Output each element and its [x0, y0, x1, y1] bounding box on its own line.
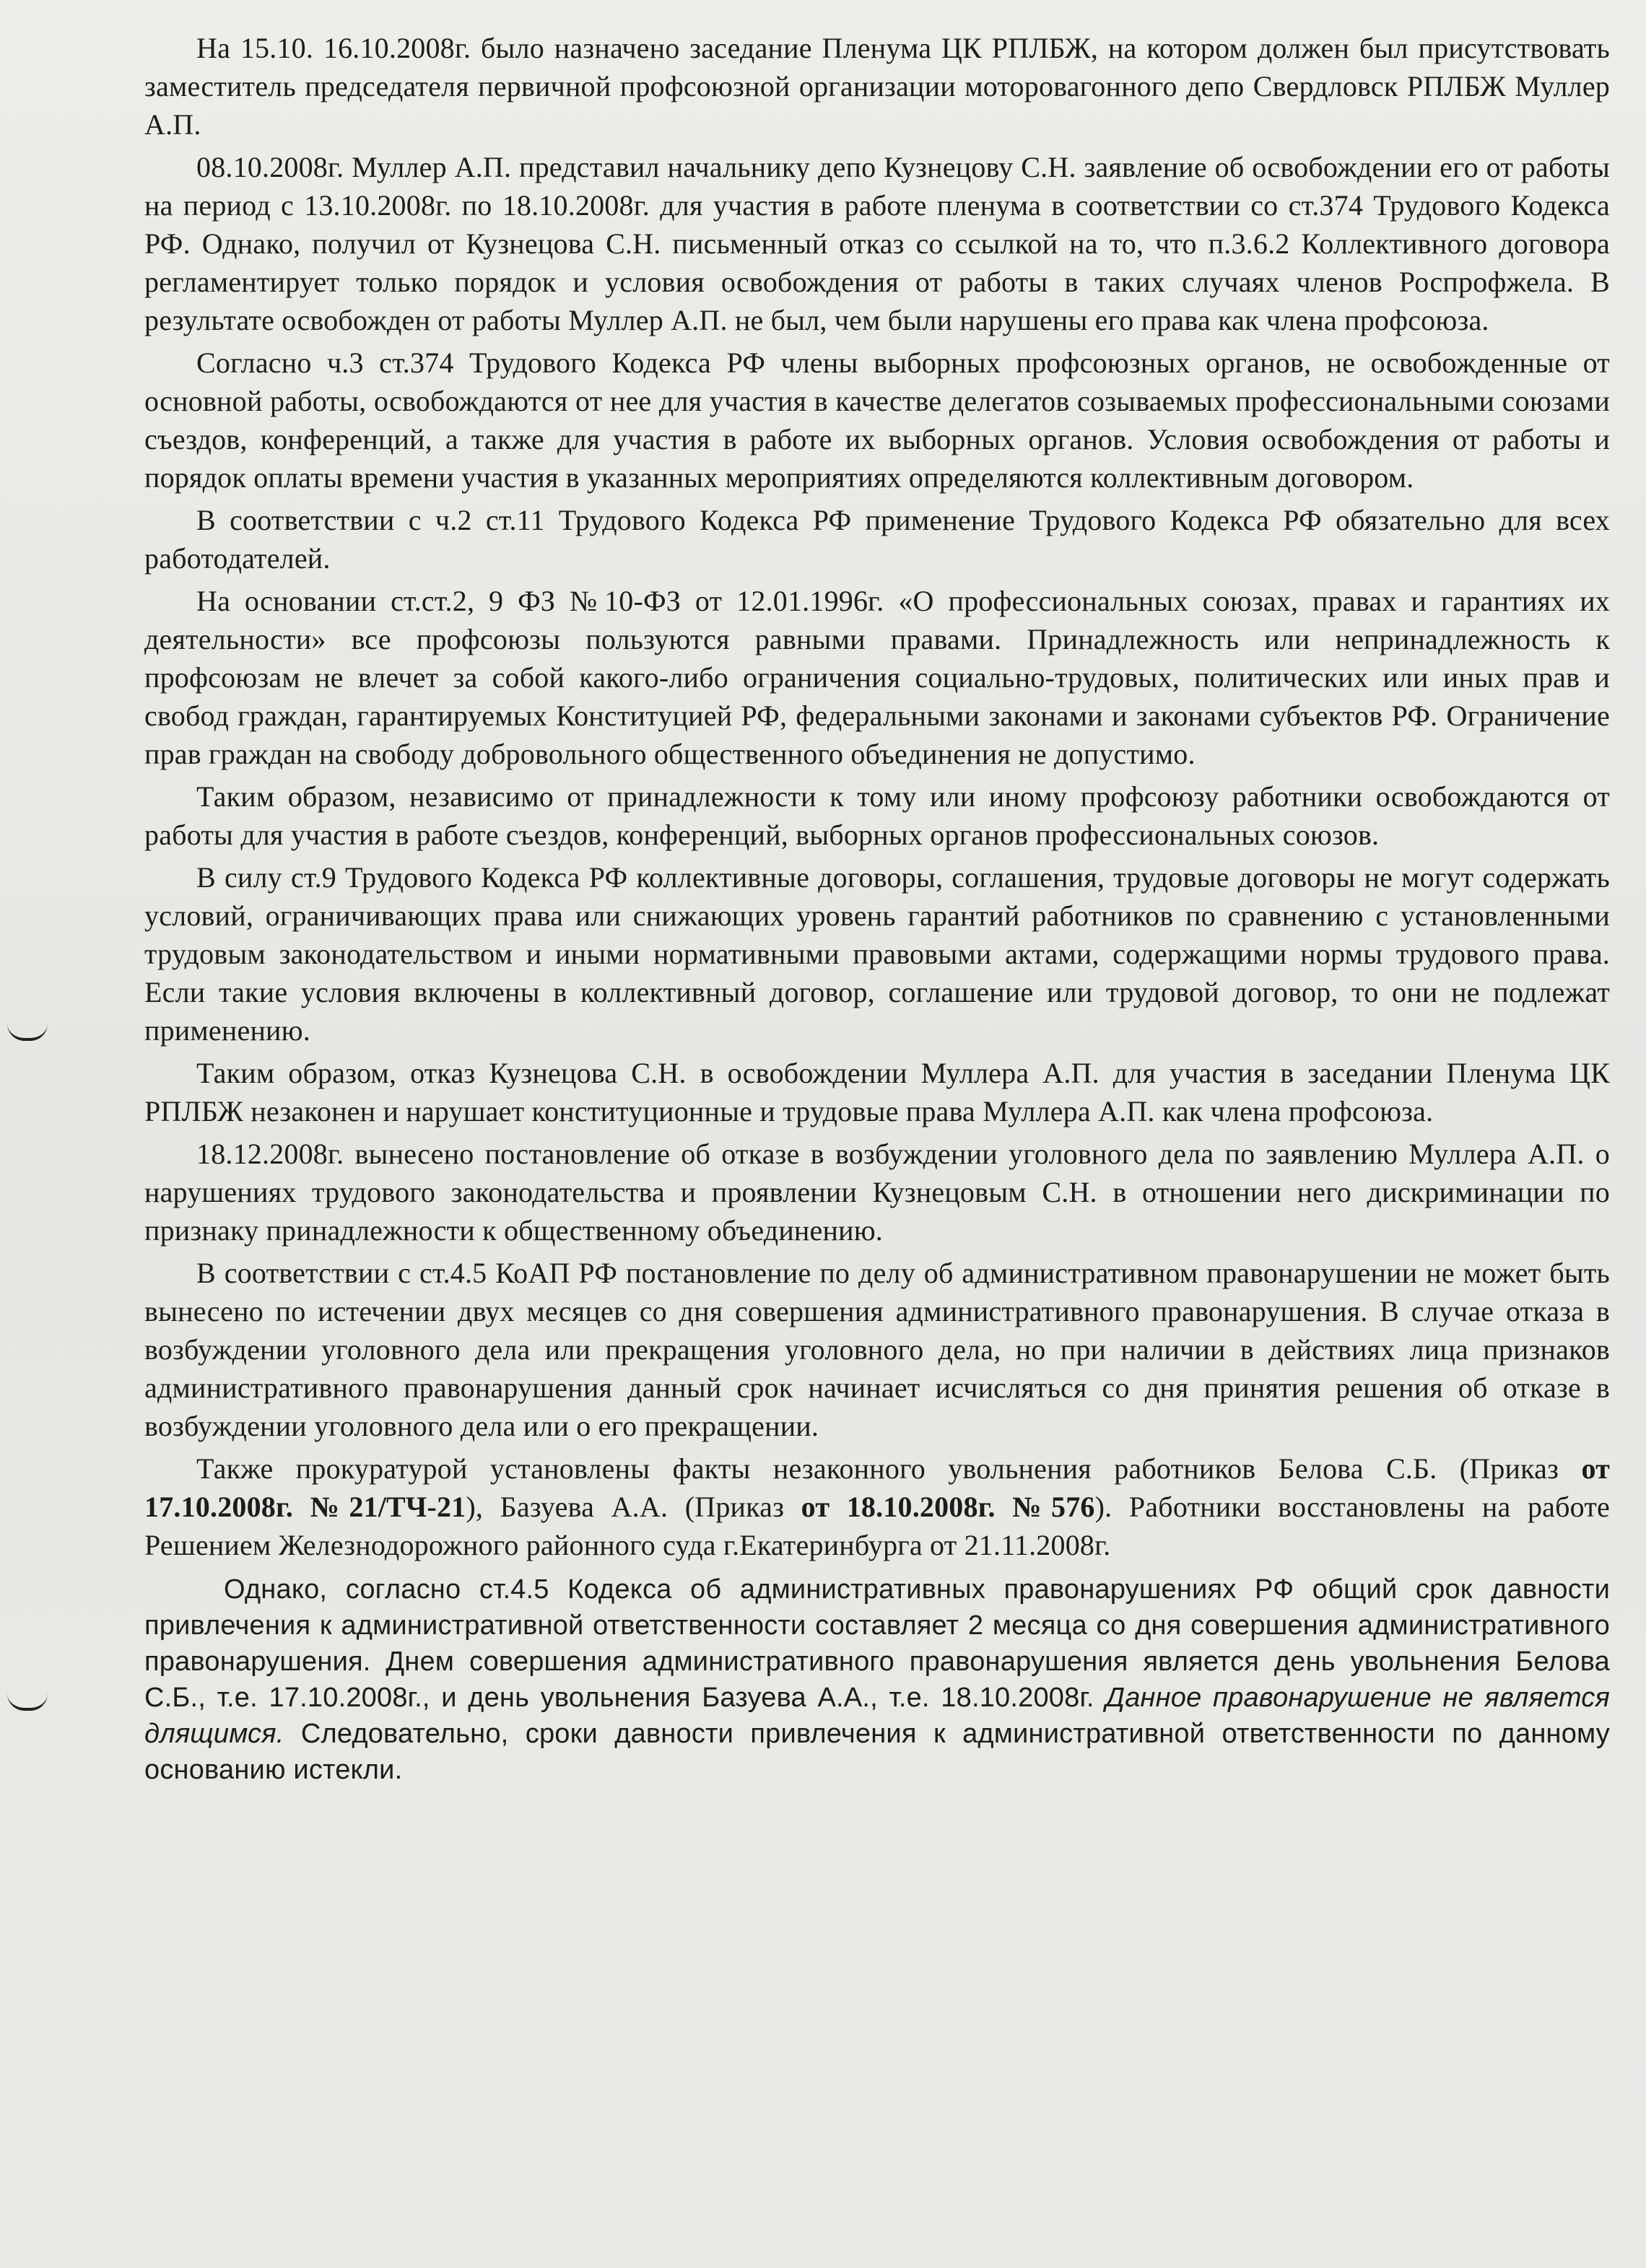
paragraph-article-9: В силу ст.9 Трудового Кодекса РФ коллективные договоры, соглашения, трудовые договоры не могут содержать условий, ограничивающих права или снижающих уровень гарантий работников по сравнению с установленными трудовым законодательством и иными нормативными правовыми актами, содержащими нормы трудового права. Если такие условия включены в коллективный договор, соглашение или трудовой договор, то они не подлежат применению. — [144, 861, 1610, 1047]
text-run: Также прокуратурой установлены факты незаконного увольнения работников Белова С.Б. (Приказ — [196, 1452, 1582, 1485]
text-run: Следовательно, сроки давности привлечения к административной ответственности по данному основанию истекли. — [144, 1719, 1610, 1785]
paragraph-article-4-5: В соответствии с ст.4.5 КоАП РФ постановление по делу об административном правонарушении не может быть вынесено по истечении двух месяцев со дня совершения административного правонарушения. В случае отказа в возбуждении уголовного дела или прекращения уголовного дела, но при наличии в действиях лица признаков административного правонарушения данный срок начинает исчисляться со дня принятия решения об отказе в возбуждении уголовного дела или о его прекращении. — [144, 1257, 1610, 1442]
paragraph-dismissals — [144, 1449, 1610, 1564]
text-run: ), Базуева А.А. (Приказ — [466, 1491, 801, 1523]
order-reference-belov: от 17.10.2008г. №21/ТЧ-21 — [144, 1452, 1610, 1523]
paragraph-article-11: В соответствии с ч.2 ст.11 Трудового Кодекса РФ применение Трудового Кодекса РФ обязательно для всех работодателей. — [144, 504, 1610, 575]
paragraph-article-374: Согласно ч.3 ст.374 Трудового Кодекса РФ члены выборных профсоюзных органов, не освобожденные от основной работы, освобождаются от нее для участия в качестве делегатов созываемых профессиональными союзами съездов, конференций, а также для участия в работе их выборных органов. Условия освобождения от работы и порядок оплаты времени участия в указанных мероприятиях определяются коллективным договором. — [144, 346, 1610, 494]
paragraph-refusal-unlawful: Таким образом, отказ Кузнецова С.Н. в освобождении Муллера А.П. для участия в заседании Пленума ЦК РПЛБЖ незаконен и нарушает конституционные и трудовые права Муллера А.П. как члена профсоюза. — [144, 1057, 1610, 1128]
paragraph-trade-union-law: На основании ст.ст.2, 9 ФЗ №10-ФЗ от 12.01.1996г. «О профессиональных союзах, правах и гарантиях их деятельности» все профсоюзы пользуются равными правами. Принадлежность или непринадлежность к профсоюзам не влечет за собой какого-либо ограничения социально-трудовых, политических или иных прав и свобод граждан, гарантируемых Конституцией РФ, федеральными законами и законами субъектов РФ. Ограничение прав граждан на свободу добровольного общественного объединения не допустимо. — [144, 585, 1610, 770]
text-run: ). Работники восстановлены на работе Решением Железнодорожного районного суда г.Екатеринбурга от 21.11.2008г. — [144, 1491, 1610, 1561]
paragraph-criminal-case-refusal: 18.12.2008г. вынесено постановление об отказе в возбуждении уголовного дела по заявлению Муллера А.П. о нарушениях трудового законодательства и проявлении Кузнецовым С.Н. в отношении него дискриминации по признаку принадлежности к общественному объединению. — [144, 1138, 1610, 1247]
italic-note: Данное правонарушение не является длящимся. — [144, 1683, 1610, 1749]
order-reference-bazuev: от 18.10.2008г. №576 — [801, 1491, 1095, 1523]
paragraph-conclusion-release: Таким образом, независимо от принадлежности к тому или иному профсоюзу работники освобождаются от работы для участия в работе съездов, конференций, выборных органов профессиональных союзов. — [144, 780, 1610, 851]
paragraph-limitation-period — [144, 1571, 1610, 1788]
margin-pen-mark — [7, 1693, 48, 1711]
paragraph-release-request: 08.10.2008г. Муллер А.П. представил начальнику депо Кузнецову С.Н. заявление об освобождении его от работы на период с 13.10.2008г. по 18.10.2008г. для участия в работе пленума в соответствии со ст.374 Трудового Кодекса РФ. Однако, получил от Кузнецова С.Н. письменный отказ со ссылкой на то, что п.3.6.2 Коллективного договора регламентирует только порядок и условия освобождения от работы в таких случаях членов Роспрофжела. В результате освобожден от работы Муллер А.П. не был, чем были нарушены его права как члена профсоюза. — [144, 151, 1610, 336]
document-body — [144, 29, 1610, 1788]
text-run: Однако, согласно ст.4.5 Кодекса об административных правонарушениях РФ общий срок давности привлечения к административной ответственности составляет 2 месяца со дня совершения административного правонарушения. Днем совершения административного правонарушения является день увольнения Белова С.Б., т.е. 17.10.2008г., и день увольнения Базуева А.А., т.е. 18.10.2008г. — [144, 1574, 1610, 1713]
paragraph-plenum-meeting: На 15.10. 16.10.2008г. было назначено заседание Пленума ЦК РПЛБЖ, на котором должен был присутствовать заместитель председателя первичной профсоюзной организации моторовагонного депо Свердловск РПЛБЖ Муллер А.П. — [144, 32, 1610, 141]
margin-pen-mark — [7, 1024, 48, 1041]
